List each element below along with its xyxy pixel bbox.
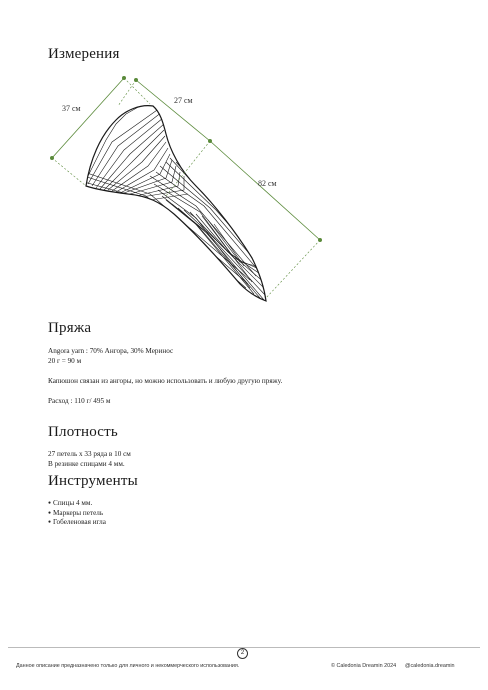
tools-list bbox=[48, 499, 106, 528]
yarn-consumption: Расход : 110 г/ 495 м bbox=[48, 397, 111, 405]
hood-diagram bbox=[0, 0, 488, 320]
gauge-heading: Плотность bbox=[48, 424, 118, 440]
footer-copyright: © Caledonia Dreamin 2024 bbox=[331, 663, 397, 669]
yarn-heading: Пряжа bbox=[48, 320, 92, 336]
footer-disclaimer: Данное описание предназначено только для личного и некоммерческого использования. bbox=[16, 663, 240, 669]
tools-heading: Инструменты bbox=[48, 473, 138, 489]
gauge-line-2: В резинке спицами 4 мм. bbox=[48, 460, 125, 468]
hood-stripes bbox=[84, 104, 266, 300]
footer-handle: @caledonia.dreamin bbox=[405, 663, 455, 669]
dim-width-label: 37 см bbox=[62, 104, 81, 113]
yarn-line-2: 20 г = 90 м bbox=[48, 357, 82, 365]
gauge-line-1: 27 петель x 33 ряда в 10 см bbox=[48, 450, 131, 458]
dim-top-label: 27 см bbox=[174, 96, 193, 105]
page-number: 2 bbox=[237, 648, 248, 659]
measurements-heading: Измерения bbox=[48, 46, 120, 62]
yarn-note: Капюшон связан из ангоры, но можно использовать и любую другую пряжу. bbox=[48, 377, 283, 385]
tools-item: ● Гобеленовая игла bbox=[48, 518, 106, 528]
yarn-line-1: Angora yarn : 70% Ангора, 30% Меринос bbox=[48, 347, 174, 355]
dim-length-label: 82 см bbox=[258, 179, 277, 188]
tools-item: ● Спицы 4 мм. bbox=[48, 499, 106, 509]
tools-item: ● Маркеры петель bbox=[48, 509, 106, 519]
